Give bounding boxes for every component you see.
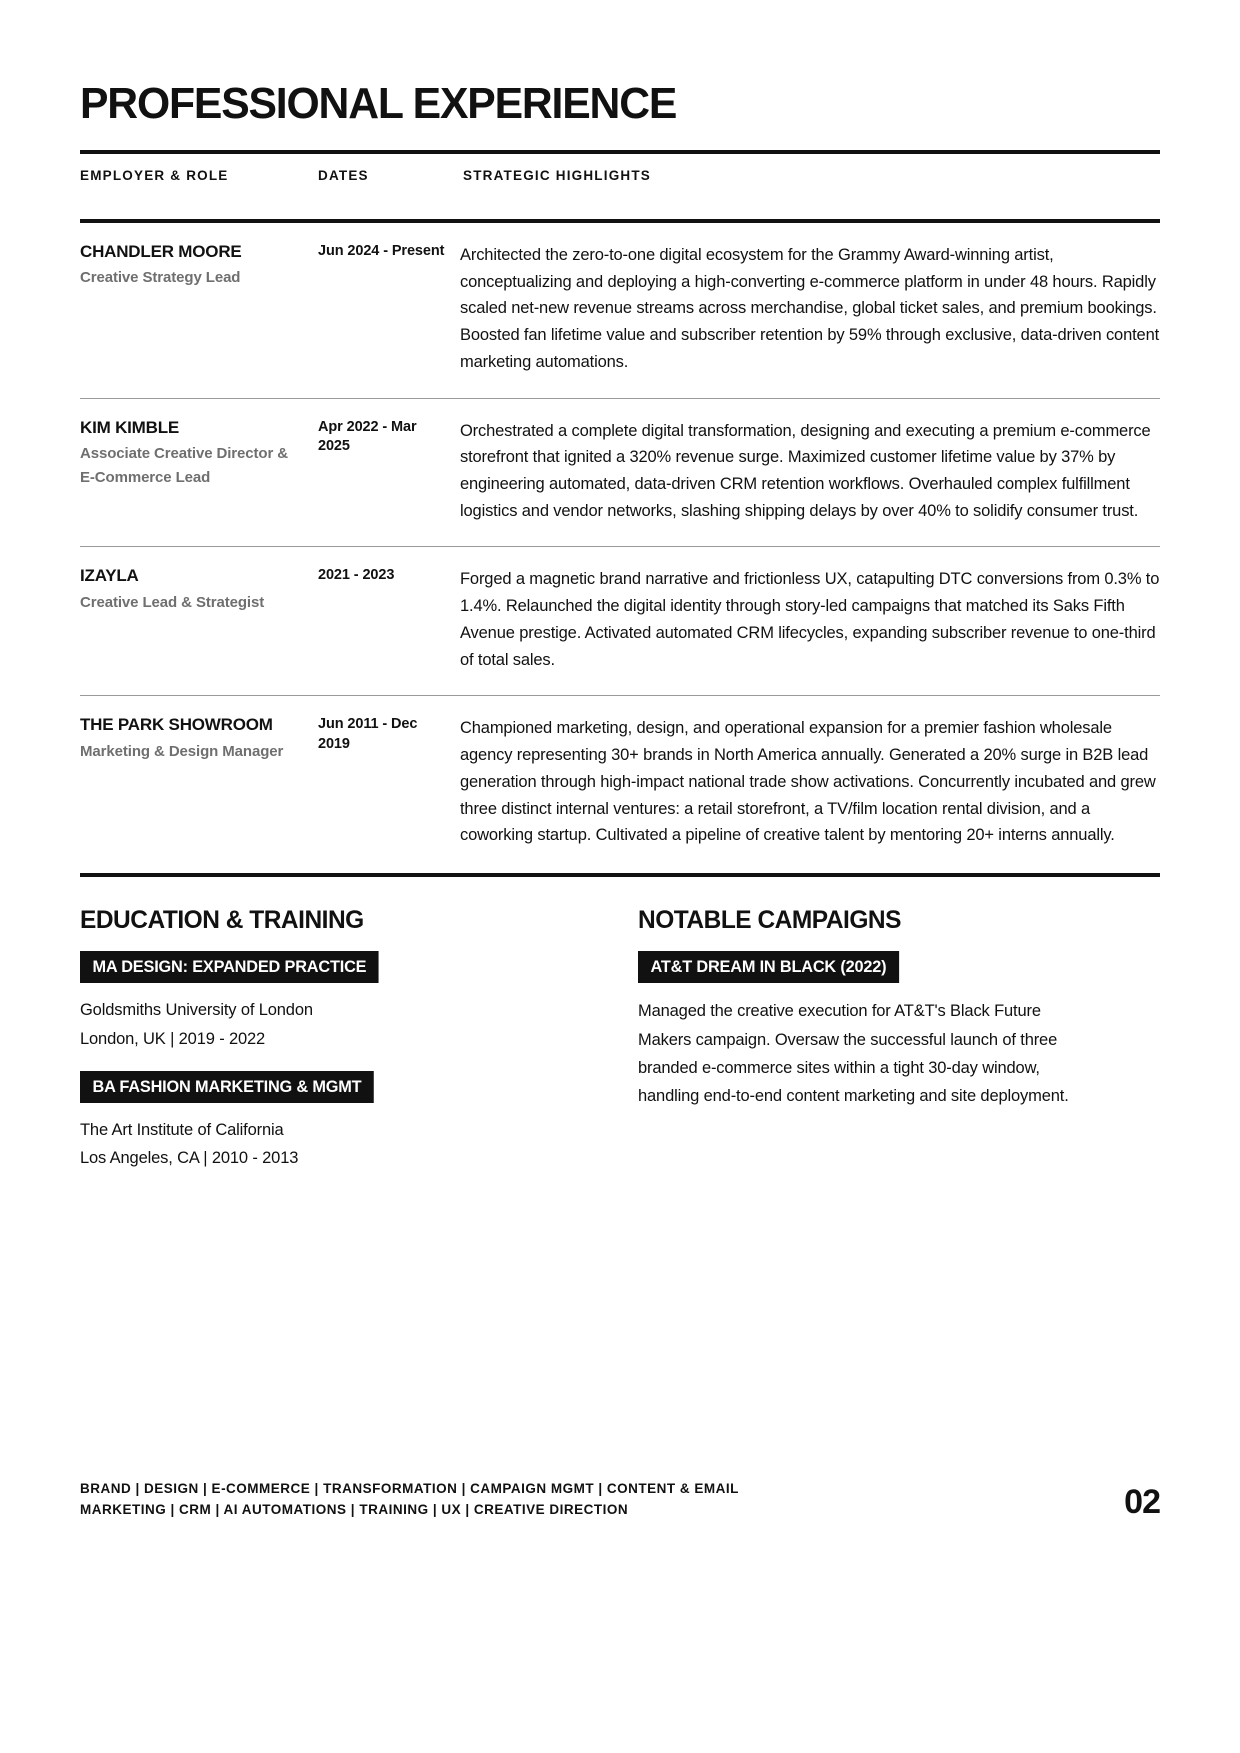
employer-highlights: Championed marketing, design, and operational expansion for a premier fashion wholesale agency representing 30+ brands in North America annually. Generated a 20% surge in B2B lead generation through high-impact national trade show activations. Concurrently incubated and grew three distinct internal ventures: a retail storefront, a TV/film location rental division, and a coworking startup. Cultivated a pipeline of creative talent by mentoring 20+ interns annually. <box>460 719 1156 845</box>
employer-cell <box>80 241 318 291</box>
campaigns-section <box>638 907 1138 1172</box>
education-title: EDUCATION & TRAINING <box>80 905 364 934</box>
campaigns-title: NOTABLE CAMPAIGNS <box>638 905 901 934</box>
employer-role: Marketing & Design Manager <box>80 742 284 760</box>
education-location-years: London, UK | 2019 - 2022 <box>80 1029 266 1048</box>
campaign-description: Managed the creative execution for AT&T's Black Future Makers campaign. Oversaw the successful launch of three branded e-commerce sites within a tight 30-day window, handling end-to-end content marketing and site deployment. <box>638 1002 1069 1106</box>
skills-list <box>80 1479 739 1521</box>
table-row <box>80 547 1160 695</box>
section-divider <box>80 873 1160 877</box>
page-title: PROFESSIONAL EXPERIENCE <box>80 79 677 128</box>
employer-role: Creative Strategy Lead <box>80 269 241 287</box>
employer-cell <box>80 417 318 491</box>
bottom-sections <box>80 907 1160 1172</box>
campaign-badge: AT&T DREAM IN BLACK (2022) <box>638 951 899 983</box>
employer-highlights: Orchestrated a complete digital transformation, designing and executing a premium e-commerce storefront that ignited a 320% revenue surge. Maximized customer lifetime value by 37% by engineering automated, data-driven CRM retention workflows. Overhauled complex fulfillment logistics and vendor networks, slashing shipping delays by over 40% to solidify consumer trust. <box>460 421 1151 520</box>
employer-cell <box>80 565 318 615</box>
page-footer <box>80 1479 1160 1521</box>
column-header-dates: DATES <box>318 168 369 183</box>
employer-name: KIM KIMBLE <box>80 417 180 437</box>
employer-dates: Jun 2024 - Present <box>318 243 445 259</box>
employer-role: Associate Creative Director & E-Commerce Lead <box>80 444 289 487</box>
table-row <box>80 223 1160 398</box>
skills-line-2: MARKETING | CRM | AI AUTOMATIONS | TRAINING | UX | CREATIVE DIRECTION <box>80 1502 629 1518</box>
column-header-employer: EMPLOYER & ROLE <box>80 168 229 183</box>
experience-table-header <box>80 154 1160 195</box>
education-institution: The Art Institute of California <box>80 1120 284 1139</box>
employer-name: THE PARK SHOWROOM <box>80 715 273 735</box>
education-badge: BA FASHION MARKETING & MGMT <box>80 1071 374 1103</box>
education-institution: Goldsmiths University of London <box>80 1001 313 1020</box>
employer-dates: Apr 2022 - Mar 2025 <box>318 418 417 455</box>
skills-line-1: BRAND | DESIGN | E-COMMERCE | TRANSFORMATION | CAMPAIGN MGMT | CONTENT & EMAIL <box>80 1481 739 1497</box>
employer-role: Creative Lead & Strategist <box>80 593 265 611</box>
employer-name: CHANDLER MOORE <box>80 242 242 261</box>
employer-name: IZAYLA <box>80 566 139 586</box>
table-row <box>80 696 1160 871</box>
column-header-highlights: STRATEGIC HIGHLIGHTS <box>463 168 651 183</box>
education-location-years: Los Angeles, CA | 2010 - 2013 <box>80 1149 299 1168</box>
employer-cell <box>80 714 318 764</box>
employer-dates: 2021 - 2023 <box>318 567 395 584</box>
education-badge: MA DESIGN: EXPANDED PRACTICE <box>80 951 379 983</box>
employer-dates: Jun 2011 - Dec 2019 <box>318 716 418 752</box>
education-section <box>80 907 580 1172</box>
page-number: 02 <box>1124 1483 1160 1521</box>
employer-highlights: Forged a magnetic brand narrative and frictionless UX, catapulting DTC conversions from 0.3% to 1.4%. Relaunched the digital identity through story-led campaigns that matched its Saks Fifth Avenue prestige. Activated automated CRM lifecycles, expanding subscriber revenue to one-third of total sales. <box>460 570 1160 669</box>
table-row <box>80 399 1160 547</box>
employer-highlights: Architected the zero-to-one digital ecosystem for the Grammy Award-winning artist, conceptualizing and deploying a high-converting e-commerce platform in under 48 hours. Rapidly scaled net-new revenue streams across merchandise, global ticket sales, and premium bookings. Boosted fan lifetime value and subscriber retention by 59% through exclusive, data-driven content marketing automations. <box>460 246 1160 371</box>
